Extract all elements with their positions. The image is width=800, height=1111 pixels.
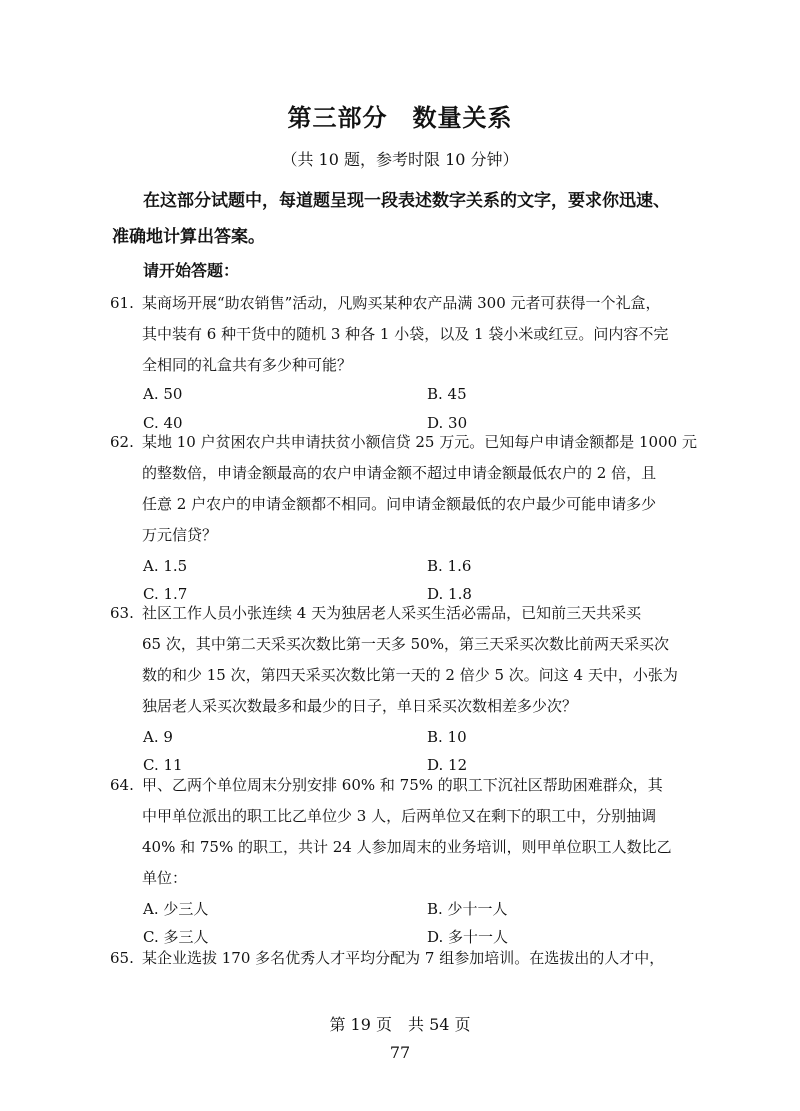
question-number: 62. <box>110 433 134 451</box>
question-63 <box>0 598 800 798</box>
option-d: D. 30 <box>427 414 468 432</box>
question-line: 某地 10 户贫困农户共申请扶贫小额信贷 25 万元。已知每户申请金额都是 1000 元 <box>142 433 697 451</box>
question-line: 某商场开展“助农销售”活动，凡购买某种农产品满 300 元者可获得一个礼盒， <box>142 294 661 312</box>
instructions-line-2: 准确地计算出答案。 <box>112 227 265 247</box>
option-b: B. 45 <box>427 385 467 403</box>
question-line: 任意 2 户农户的申请金额都不相同。问申请金额最低的农户最少可能申请多少 <box>142 495 657 513</box>
option-d: D. 12 <box>427 756 468 774</box>
start-prompt: 请开始答题： <box>143 261 240 280</box>
question-64 <box>0 770 800 970</box>
question-62 <box>0 427 800 627</box>
option-c: C. 11 <box>143 756 183 774</box>
question-number: 64. <box>110 776 134 794</box>
option-b: B. 10 <box>427 728 467 746</box>
question-text <box>142 770 717 894</box>
question-text <box>142 427 717 551</box>
question-line: 中甲单位派出的职工比乙单位少 3 人，后两单位又在剩下的职工中，分别抽调 <box>142 807 657 825</box>
option-a: A. 50 <box>143 385 183 403</box>
question-line: 65 次，其中第二天采买次数比第一天多 50%，第三天采买次数比前两天采买次 <box>142 635 669 653</box>
question-line: 40% 和 75% 的职工，共计 24 人参加周末的业务培训，则甲单位职工人数比乙 <box>142 838 672 856</box>
option-b: B. 1.6 <box>427 557 472 575</box>
question-number: 61. <box>110 294 134 312</box>
question-line: 其中装有 6 种干货中的随机 3 种各 1 小袋，以及 1 袋小米或红豆。问内容不完 <box>142 325 669 343</box>
option-c: C. 多三人 <box>143 928 209 946</box>
page-title: 第三部分 数量关系 <box>287 104 513 132</box>
question-line: 社区工作人员小张连续 4 天为独居老人采买生活必需品，已知前三天共采买 <box>142 604 642 622</box>
question-65 <box>0 943 800 983</box>
question-text <box>142 288 717 381</box>
question-line: 独居老人采买次数最多和最少的日子，单日采买次数相差多少次？ <box>142 697 578 715</box>
question-text <box>142 598 717 722</box>
option-a: A. 9 <box>143 728 173 746</box>
page-subtitle: （共 10 题，参考时限 10 分钟） <box>281 150 519 169</box>
instructions <box>112 183 713 255</box>
option-a: A. 少三人 <box>143 900 209 918</box>
option-c: C. 40 <box>143 414 183 432</box>
option-c: C. 1.7 <box>143 585 188 603</box>
question-line: 某企业选拔 170 多名优秀人才平均分配为 7 组参加培训。在选拔出的人才中， <box>142 949 665 967</box>
question-line: 全相同的礼盒共有多少种可能？ <box>142 356 353 374</box>
page-footer-label: 第 19 页 共 54 页 <box>329 1015 471 1034</box>
question-line: 甲、乙两个单位周末分别安排 60% 和 75% 的职工下沉社区帮助困难群众，其 <box>142 776 663 794</box>
question-line: 的整数倍，申请金额最高的农户申请金额不超过申请金额最低农户的 2 倍，且 <box>142 464 657 482</box>
option-d: D. 1.8 <box>427 585 472 603</box>
question-line: 单位： <box>142 869 188 887</box>
question-text <box>142 943 717 974</box>
question-number: 63. <box>110 604 134 622</box>
question-line: 数的和少 15 次，第四天采买次数比第一天的 2 倍少 5 次。问这 4 天中，小张为 <box>142 666 678 684</box>
instructions-line-1: 在这部分试题中，每道题呈现一段表述数字关系的文字，要求你迅速、 <box>143 191 670 211</box>
page-number: 77 <box>389 1043 411 1062</box>
question-line: 万元信贷？ <box>142 526 218 544</box>
option-b: B. 少十一人 <box>427 900 508 918</box>
option-a: A. 1.5 <box>143 557 188 575</box>
option-d: D. 多十一人 <box>427 928 509 946</box>
question-number: 65. <box>110 949 134 967</box>
